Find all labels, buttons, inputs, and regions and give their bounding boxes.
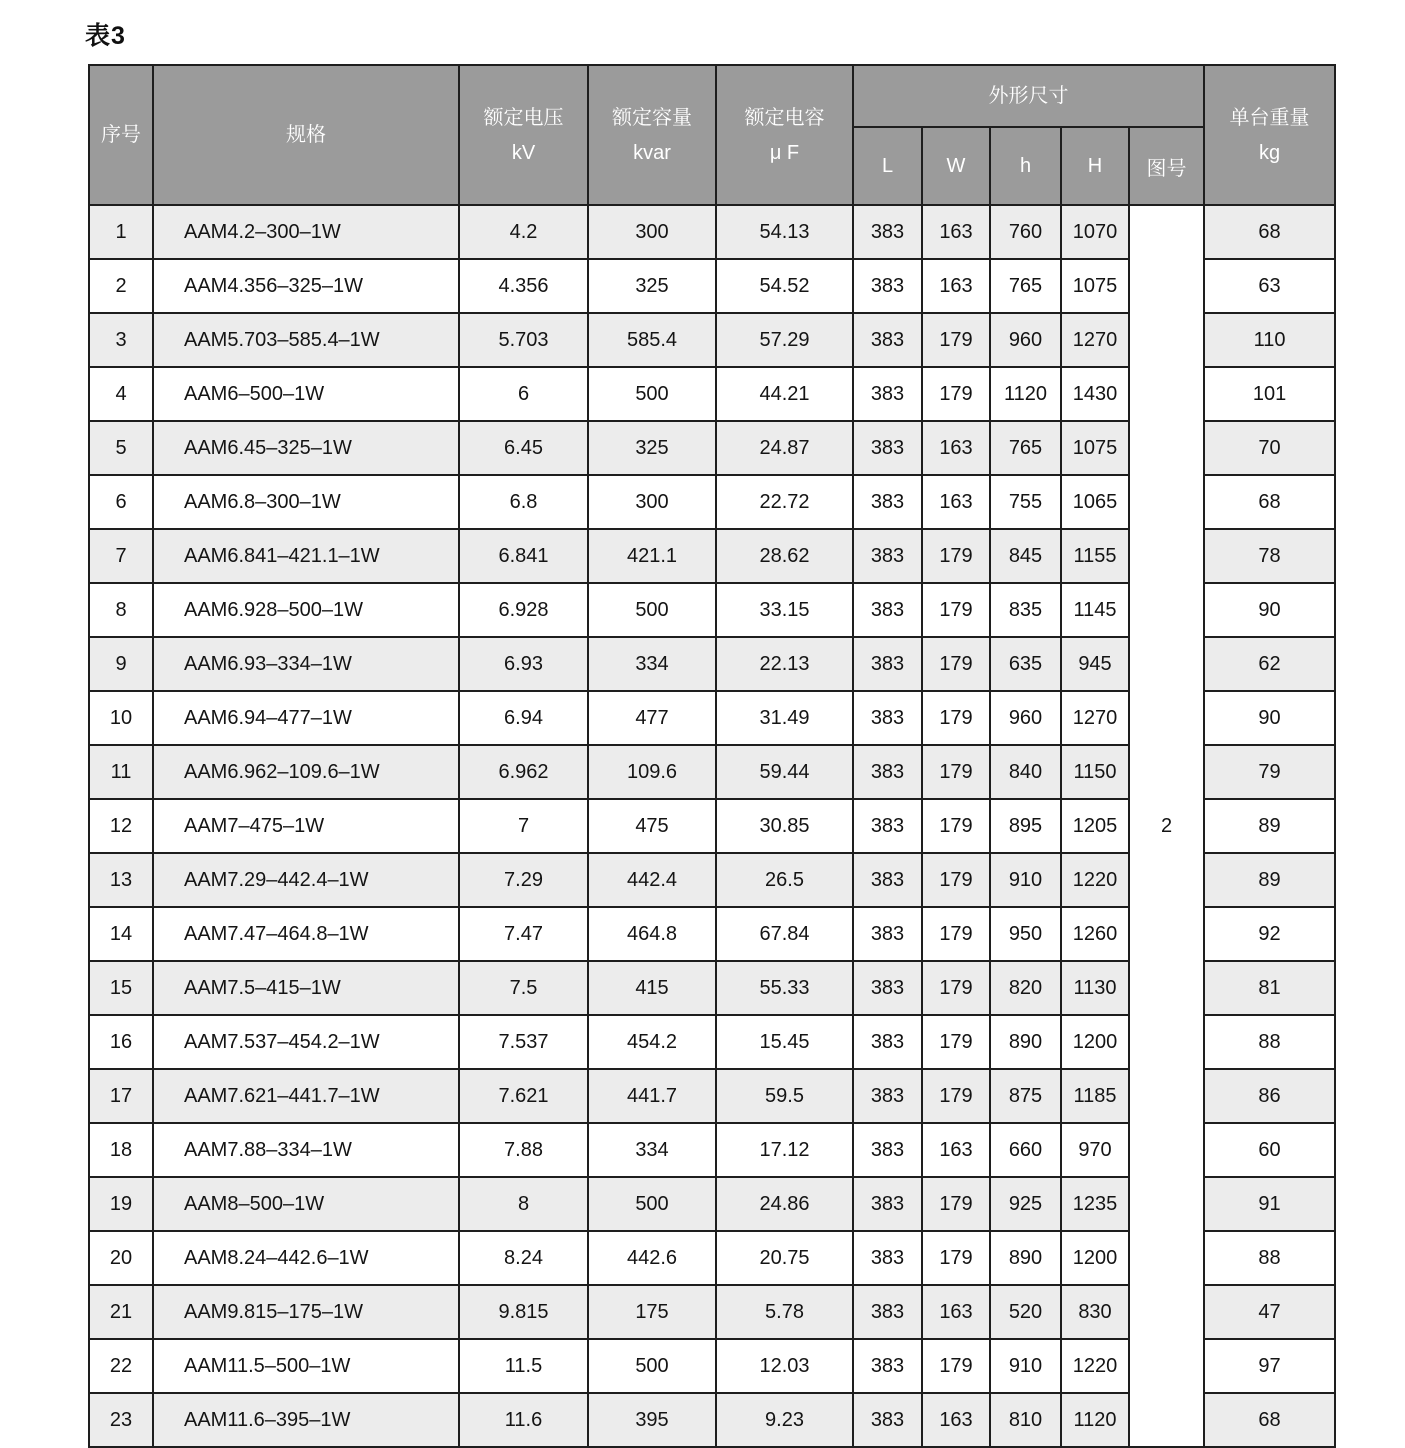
cell-weight: 60 bbox=[1204, 1123, 1335, 1177]
cell-dim-h-lower: 835 bbox=[990, 583, 1061, 637]
cell-dim-l: 383 bbox=[853, 1015, 922, 1069]
cell-dim-h-upper: 1075 bbox=[1061, 421, 1129, 475]
cell-capacitance: 30.85 bbox=[716, 799, 853, 853]
cell-serial: 7 bbox=[89, 529, 153, 583]
cell-weight: 70 bbox=[1204, 421, 1335, 475]
cell-capacitance: 59.44 bbox=[716, 745, 853, 799]
cell-capacity: 325 bbox=[588, 259, 716, 313]
cell-serial: 1 bbox=[89, 205, 153, 259]
cell-capacity: 442.4 bbox=[588, 853, 716, 907]
cell-dim-h-lower: 890 bbox=[990, 1231, 1061, 1285]
cell-dim-h-upper: 945 bbox=[1061, 637, 1129, 691]
cell-dim-w: 179 bbox=[922, 529, 990, 583]
cell-dim-h-lower: 755 bbox=[990, 475, 1061, 529]
cell-voltage: 7.621 bbox=[459, 1069, 588, 1123]
cell-capacity: 175 bbox=[588, 1285, 716, 1339]
cell-dim-h-upper: 1185 bbox=[1061, 1069, 1129, 1123]
cell-weight: 68 bbox=[1204, 1393, 1335, 1447]
cell-voltage: 7.5 bbox=[459, 961, 588, 1015]
cell-dim-l: 383 bbox=[853, 421, 922, 475]
cell-dim-h-lower: 765 bbox=[990, 259, 1061, 313]
cell-dim-h-upper: 970 bbox=[1061, 1123, 1129, 1177]
cell-voltage: 4.2 bbox=[459, 205, 588, 259]
header-serial-label: 序号 bbox=[101, 124, 141, 146]
cell-weight: 63 bbox=[1204, 259, 1335, 313]
cell-dim-h-upper: 1220 bbox=[1061, 853, 1129, 907]
cell-voltage: 6.8 bbox=[459, 475, 588, 529]
cell-spec: AAM6.8–300–1W bbox=[153, 475, 459, 529]
cell-dim-w: 163 bbox=[922, 1285, 990, 1339]
header-dim-l: L bbox=[853, 127, 922, 205]
header-unit-weight bbox=[1204, 65, 1335, 205]
cell-voltage: 6.928 bbox=[459, 583, 588, 637]
cell-dim-h-upper: 1200 bbox=[1061, 1015, 1129, 1069]
cell-capacity: 334 bbox=[588, 637, 716, 691]
cell-capacitance: 15.45 bbox=[716, 1015, 853, 1069]
cell-serial: 6 bbox=[89, 475, 153, 529]
cell-serial: 21 bbox=[89, 1285, 153, 1339]
cell-dim-w: 163 bbox=[922, 1393, 990, 1447]
cell-dim-w: 179 bbox=[922, 799, 990, 853]
cell-dim-h-upper: 1120 bbox=[1061, 1393, 1129, 1447]
cell-weight: 89 bbox=[1204, 799, 1335, 853]
cell-dim-h-lower: 765 bbox=[990, 421, 1061, 475]
cell-capacitance: 5.78 bbox=[716, 1285, 853, 1339]
cell-dim-l: 383 bbox=[853, 961, 922, 1015]
cell-serial: 4 bbox=[89, 367, 153, 421]
header-rated-voltage bbox=[459, 65, 588, 205]
cell-voltage: 7.29 bbox=[459, 853, 588, 907]
cell-spec: AAM7–475–1W bbox=[153, 799, 459, 853]
cell-dim-h-lower: 925 bbox=[990, 1177, 1061, 1231]
cell-voltage: 7.88 bbox=[459, 1123, 588, 1177]
cell-dim-h-lower: 895 bbox=[990, 799, 1061, 853]
cell-dim-h-upper: 1075 bbox=[1061, 259, 1129, 313]
cell-capacity: 395 bbox=[588, 1393, 716, 1447]
cell-voltage: 6.45 bbox=[459, 421, 588, 475]
cell-dim-h-upper: 1430 bbox=[1061, 367, 1129, 421]
header-spec bbox=[153, 65, 459, 205]
cell-dim-h-lower: 960 bbox=[990, 313, 1061, 367]
cell-weight: 79 bbox=[1204, 745, 1335, 799]
cell-dim-h-upper: 1070 bbox=[1061, 205, 1129, 259]
cell-capacity: 500 bbox=[588, 583, 716, 637]
header-unit-weight-unit: kg bbox=[1258, 141, 1281, 164]
cell-serial: 23 bbox=[89, 1393, 153, 1447]
cell-dim-l: 383 bbox=[853, 907, 922, 961]
cell-serial: 5 bbox=[89, 421, 153, 475]
table-row bbox=[89, 205, 1335, 259]
cell-dim-h-lower: 845 bbox=[990, 529, 1061, 583]
header-dim-w: W bbox=[922, 127, 990, 205]
cell-capacity: 421.1 bbox=[588, 529, 716, 583]
cell-capacity: 500 bbox=[588, 1339, 716, 1393]
cell-capacity: 415 bbox=[588, 961, 716, 1015]
header-dimensions-group bbox=[853, 65, 1204, 127]
cell-dim-l: 383 bbox=[853, 259, 922, 313]
cell-weight: 47 bbox=[1204, 1285, 1335, 1339]
cell-dim-h-upper: 1235 bbox=[1061, 1177, 1129, 1231]
cell-dim-w: 179 bbox=[922, 583, 990, 637]
cell-dim-h-upper: 1065 bbox=[1061, 475, 1129, 529]
cell-dim-w: 179 bbox=[922, 907, 990, 961]
cell-spec: AAM5.703–585.4–1W bbox=[153, 313, 459, 367]
cell-dim-w: 163 bbox=[922, 205, 990, 259]
cell-spec: AAM6–500–1W bbox=[153, 367, 459, 421]
cell-spec: AAM11.6–395–1W bbox=[153, 1393, 459, 1447]
cell-dim-w: 179 bbox=[922, 637, 990, 691]
spec-table bbox=[88, 64, 1336, 1448]
cell-dim-h-upper: 1200 bbox=[1061, 1231, 1129, 1285]
cell-voltage: 11.5 bbox=[459, 1339, 588, 1393]
cell-serial: 20 bbox=[89, 1231, 153, 1285]
cell-serial: 10 bbox=[89, 691, 153, 745]
cell-dim-l: 383 bbox=[853, 1393, 922, 1447]
cell-spec: AAM7.88–334–1W bbox=[153, 1123, 459, 1177]
cell-capacity: 500 bbox=[588, 1177, 716, 1231]
cell-spec: AAM7.29–442.4–1W bbox=[153, 853, 459, 907]
cell-voltage: 6.841 bbox=[459, 529, 588, 583]
header-dimensions-group-label: 外形尺寸 bbox=[988, 85, 1069, 107]
cell-dim-w: 163 bbox=[922, 475, 990, 529]
cell-weight: 91 bbox=[1204, 1177, 1335, 1231]
cell-serial: 8 bbox=[89, 583, 153, 637]
cell-dim-h-lower: 760 bbox=[990, 205, 1061, 259]
cell-dim-l: 383 bbox=[853, 1123, 922, 1177]
cell-capacity: 300 bbox=[588, 475, 716, 529]
cell-capacitance: 31.49 bbox=[716, 691, 853, 745]
header-rated-capacity-label: 额定容量 bbox=[612, 106, 692, 129]
cell-capacity: 475 bbox=[588, 799, 716, 853]
cell-capacitance: 26.5 bbox=[716, 853, 853, 907]
cell-capacitance: 17.12 bbox=[716, 1123, 853, 1177]
cell-capacitance: 12.03 bbox=[716, 1339, 853, 1393]
cell-serial: 2 bbox=[89, 259, 153, 313]
cell-weight: 81 bbox=[1204, 961, 1335, 1015]
cell-figure-no: 2 bbox=[1129, 205, 1204, 1447]
header-spec-label: 规格 bbox=[286, 124, 326, 146]
cell-spec: AAM6.841–421.1–1W bbox=[153, 529, 459, 583]
cell-serial: 14 bbox=[89, 907, 153, 961]
cell-capacitance: 54.13 bbox=[716, 205, 853, 259]
cell-dim-h-upper: 1260 bbox=[1061, 907, 1129, 961]
cell-dim-w: 179 bbox=[922, 1231, 990, 1285]
cell-dim-w: 163 bbox=[922, 259, 990, 313]
cell-weight: 88 bbox=[1204, 1231, 1335, 1285]
cell-capacity: 109.6 bbox=[588, 745, 716, 799]
cell-voltage: 11.6 bbox=[459, 1393, 588, 1447]
cell-voltage: 6.962 bbox=[459, 745, 588, 799]
cell-dim-h-upper: 1145 bbox=[1061, 583, 1129, 637]
cell-dim-h-lower: 660 bbox=[990, 1123, 1061, 1177]
header-dim-h-lower: h bbox=[990, 127, 1061, 205]
cell-voltage: 6.94 bbox=[459, 691, 588, 745]
cell-dim-l: 383 bbox=[853, 529, 922, 583]
cell-dim-h-lower: 1120 bbox=[990, 367, 1061, 421]
cell-dim-l: 383 bbox=[853, 1285, 922, 1339]
header-rated-capacity bbox=[588, 65, 716, 205]
cell-dim-l: 383 bbox=[853, 583, 922, 637]
cell-capacity: 325 bbox=[588, 421, 716, 475]
cell-capacity: 464.8 bbox=[588, 907, 716, 961]
cell-dim-h-upper: 1150 bbox=[1061, 745, 1129, 799]
cell-spec: AAM11.5–500–1W bbox=[153, 1339, 459, 1393]
cell-spec: AAM8.24–442.6–1W bbox=[153, 1231, 459, 1285]
cell-dim-h-upper: 830 bbox=[1061, 1285, 1129, 1339]
cell-dim-h-lower: 890 bbox=[990, 1015, 1061, 1069]
cell-capacity: 500 bbox=[588, 367, 716, 421]
cell-serial: 19 bbox=[89, 1177, 153, 1231]
cell-dim-l: 383 bbox=[853, 205, 922, 259]
cell-spec: AAM6.928–500–1W bbox=[153, 583, 459, 637]
cell-dim-h-lower: 910 bbox=[990, 1339, 1061, 1393]
cell-capacitance: 22.13 bbox=[716, 637, 853, 691]
cell-capacitance: 33.15 bbox=[716, 583, 853, 637]
cell-spec: AAM6.962–109.6–1W bbox=[153, 745, 459, 799]
cell-dim-l: 383 bbox=[853, 313, 922, 367]
cell-spec: AAM4.2–300–1W bbox=[153, 205, 459, 259]
cell-serial: 22 bbox=[89, 1339, 153, 1393]
cell-capacitance: 67.84 bbox=[716, 907, 853, 961]
cell-spec: AAM6.94–477–1W bbox=[153, 691, 459, 745]
header-dim-h-upper: H bbox=[1061, 127, 1129, 205]
cell-dim-w: 163 bbox=[922, 421, 990, 475]
cell-dim-l: 383 bbox=[853, 1231, 922, 1285]
cell-spec: AAM6.45–325–1W bbox=[153, 421, 459, 475]
cell-spec: AAM7.537–454.2–1W bbox=[153, 1015, 459, 1069]
cell-capacitance: 24.87 bbox=[716, 421, 853, 475]
cell-dim-h-lower: 960 bbox=[990, 691, 1061, 745]
cell-weight: 62 bbox=[1204, 637, 1335, 691]
cell-serial: 17 bbox=[89, 1069, 153, 1123]
cell-dim-w: 179 bbox=[922, 961, 990, 1015]
cell-dim-w: 179 bbox=[922, 313, 990, 367]
cell-dim-w: 179 bbox=[922, 853, 990, 907]
cell-capacitance: 24.86 bbox=[716, 1177, 853, 1231]
cell-weight: 90 bbox=[1204, 583, 1335, 637]
cell-dim-h-lower: 635 bbox=[990, 637, 1061, 691]
header-serial bbox=[89, 65, 153, 205]
cell-weight: 68 bbox=[1204, 205, 1335, 259]
cell-dim-l: 383 bbox=[853, 745, 922, 799]
cell-dim-l: 383 bbox=[853, 637, 922, 691]
cell-dim-h-lower: 910 bbox=[990, 853, 1061, 907]
cell-weight: 90 bbox=[1204, 691, 1335, 745]
cell-weight: 89 bbox=[1204, 853, 1335, 907]
header-rated-capacitance-unit: μ F bbox=[769, 141, 800, 164]
cell-dim-w: 179 bbox=[922, 691, 990, 745]
cell-dim-h-upper: 1155 bbox=[1061, 529, 1129, 583]
cell-capacity: 454.2 bbox=[588, 1015, 716, 1069]
cell-capacitance: 55.33 bbox=[716, 961, 853, 1015]
cell-voltage: 8.24 bbox=[459, 1231, 588, 1285]
cell-capacity: 585.4 bbox=[588, 313, 716, 367]
cell-capacity: 300 bbox=[588, 205, 716, 259]
cell-capacitance: 9.23 bbox=[716, 1393, 853, 1447]
cell-serial: 16 bbox=[89, 1015, 153, 1069]
cell-dim-h-lower: 875 bbox=[990, 1069, 1061, 1123]
cell-voltage: 7.537 bbox=[459, 1015, 588, 1069]
cell-serial: 13 bbox=[89, 853, 153, 907]
cell-voltage: 6 bbox=[459, 367, 588, 421]
cell-dim-h-lower: 950 bbox=[990, 907, 1061, 961]
cell-capacitance: 57.29 bbox=[716, 313, 853, 367]
cell-spec: AAM7.47–464.8–1W bbox=[153, 907, 459, 961]
cell-dim-h-lower: 840 bbox=[990, 745, 1061, 799]
cell-weight: 101 bbox=[1204, 367, 1335, 421]
cell-spec: AAM4.356–325–1W bbox=[153, 259, 459, 313]
cell-capacitance: 28.62 bbox=[716, 529, 853, 583]
cell-dim-l: 383 bbox=[853, 799, 922, 853]
cell-dim-l: 383 bbox=[853, 1177, 922, 1231]
cell-voltage: 7.47 bbox=[459, 907, 588, 961]
cell-dim-w: 179 bbox=[922, 745, 990, 799]
header-rated-voltage-unit: kV bbox=[511, 141, 536, 164]
cell-dim-w: 179 bbox=[922, 1177, 990, 1231]
cell-voltage: 7 bbox=[459, 799, 588, 853]
cell-voltage: 5.703 bbox=[459, 313, 588, 367]
header-rated-capacity-unit: kvar bbox=[633, 141, 671, 164]
cell-dim-l: 383 bbox=[853, 367, 922, 421]
cell-capacity: 477 bbox=[588, 691, 716, 745]
cell-dim-l: 383 bbox=[853, 1069, 922, 1123]
cell-capacitance: 20.75 bbox=[716, 1231, 853, 1285]
cell-dim-h-lower: 810 bbox=[990, 1393, 1061, 1447]
cell-spec: AAM8–500–1W bbox=[153, 1177, 459, 1231]
cell-weight: 86 bbox=[1204, 1069, 1335, 1123]
table-body bbox=[89, 205, 1335, 1447]
cell-spec: AAM6.93–334–1W bbox=[153, 637, 459, 691]
cell-weight: 110 bbox=[1204, 313, 1335, 367]
header-rated-voltage-label: 额定电压 bbox=[483, 106, 564, 129]
cell-dim-w: 179 bbox=[922, 1015, 990, 1069]
cell-capacity: 442.6 bbox=[588, 1231, 716, 1285]
header-rated-capacitance-label: 额定电容 bbox=[744, 106, 825, 129]
cell-dim-w: 179 bbox=[922, 1069, 990, 1123]
cell-dim-l: 383 bbox=[853, 1339, 922, 1393]
cell-dim-h-upper: 1220 bbox=[1061, 1339, 1129, 1393]
cell-dim-l: 383 bbox=[853, 691, 922, 745]
cell-spec: AAM9.815–175–1W bbox=[153, 1285, 459, 1339]
cell-serial: 11 bbox=[89, 745, 153, 799]
cell-dim-h-upper: 1270 bbox=[1061, 313, 1129, 367]
cell-serial: 15 bbox=[89, 961, 153, 1015]
cell-dim-l: 383 bbox=[853, 475, 922, 529]
page-title: 表3 bbox=[85, 22, 126, 50]
cell-dim-l: 383 bbox=[853, 853, 922, 907]
header-rated-capacitance bbox=[716, 65, 853, 205]
cell-dim-w: 163 bbox=[922, 1123, 990, 1177]
header-figure-no: 图号 bbox=[1129, 127, 1204, 205]
cell-dim-h-lower: 820 bbox=[990, 961, 1061, 1015]
cell-dim-w: 179 bbox=[922, 1339, 990, 1393]
cell-dim-h-upper: 1270 bbox=[1061, 691, 1129, 745]
header-unit-weight-label: 单台重量 bbox=[1229, 106, 1310, 129]
cell-voltage: 9.815 bbox=[459, 1285, 588, 1339]
cell-spec: AAM7.621–441.7–1W bbox=[153, 1069, 459, 1123]
cell-capacitance: 22.72 bbox=[716, 475, 853, 529]
cell-capacitance: 54.52 bbox=[716, 259, 853, 313]
cell-weight: 92 bbox=[1204, 907, 1335, 961]
cell-serial: 12 bbox=[89, 799, 153, 853]
cell-weight: 68 bbox=[1204, 475, 1335, 529]
cell-weight: 97 bbox=[1204, 1339, 1335, 1393]
cell-voltage: 6.93 bbox=[459, 637, 588, 691]
cell-weight: 78 bbox=[1204, 529, 1335, 583]
cell-weight: 88 bbox=[1204, 1015, 1335, 1069]
cell-dim-h-upper: 1205 bbox=[1061, 799, 1129, 853]
cell-voltage: 4.356 bbox=[459, 259, 588, 313]
cell-serial: 3 bbox=[89, 313, 153, 367]
cell-capacity: 441.7 bbox=[588, 1069, 716, 1123]
cell-capacity: 334 bbox=[588, 1123, 716, 1177]
cell-dim-h-upper: 1130 bbox=[1061, 961, 1129, 1015]
cell-spec: AAM7.5–415–1W bbox=[153, 961, 459, 1015]
cell-voltage: 8 bbox=[459, 1177, 588, 1231]
cell-serial: 9 bbox=[89, 637, 153, 691]
cell-capacitance: 59.5 bbox=[716, 1069, 853, 1123]
cell-dim-h-lower: 520 bbox=[990, 1285, 1061, 1339]
cell-capacitance: 44.21 bbox=[716, 367, 853, 421]
cell-dim-w: 179 bbox=[922, 367, 990, 421]
cell-serial: 18 bbox=[89, 1123, 153, 1177]
